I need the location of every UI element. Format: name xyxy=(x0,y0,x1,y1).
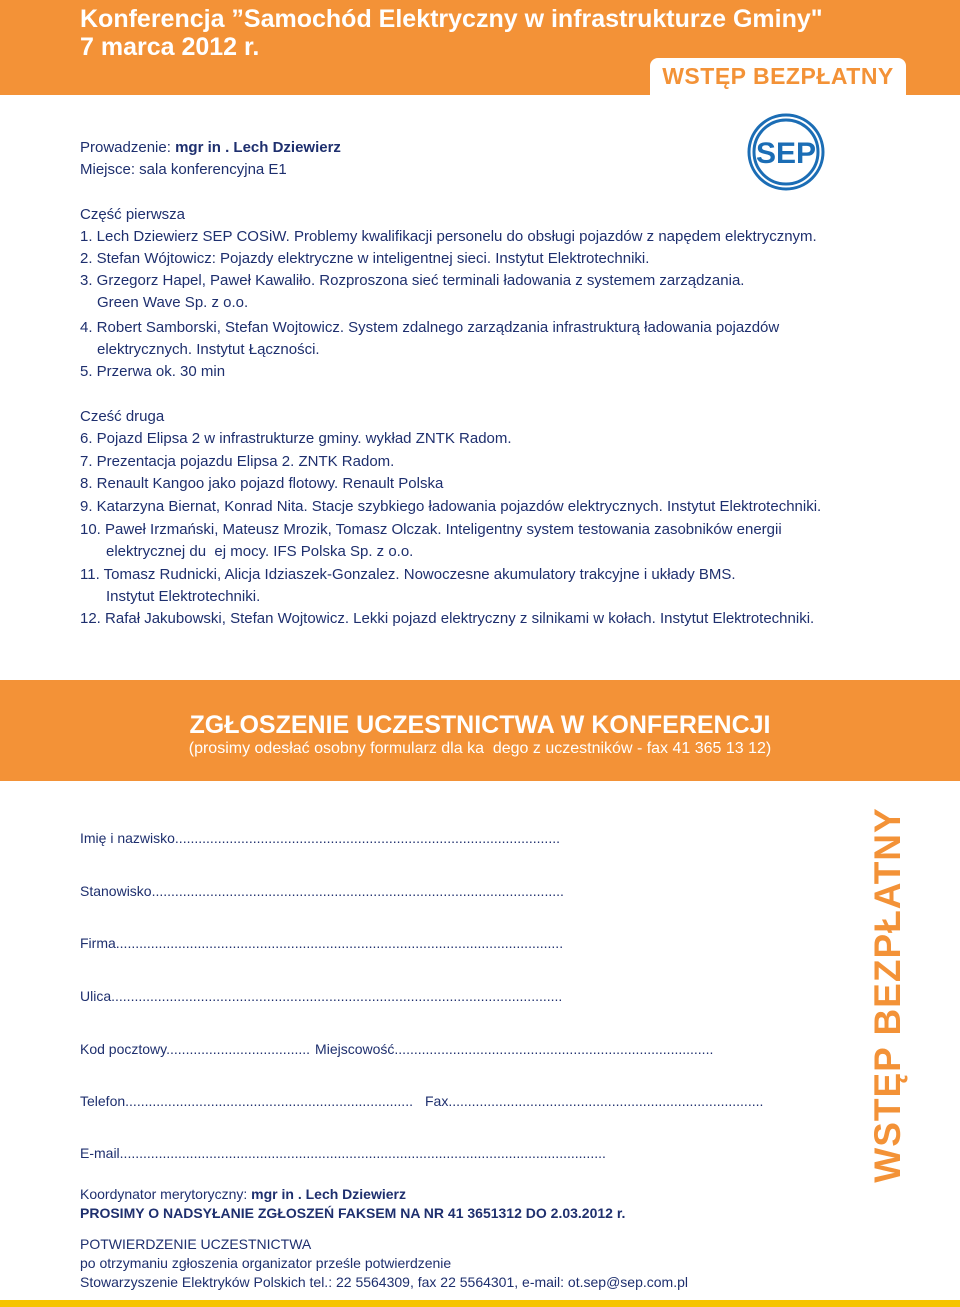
agenda-item: 6. Pojazd Elipsa 2 w infrastrukturze gminy. wykład ZNTK Radom. xyxy=(80,430,512,447)
agenda-item: 4. Robert Samborski, Stefan Wojtowicz. System zdalnego zarządzania infrastrukturą ładowania pojazdów xyxy=(80,319,780,336)
phone-fax-row xyxy=(80,1092,763,1110)
coordinator-label: Koordynator merytoryczny: xyxy=(80,1186,252,1202)
registration-banner xyxy=(0,680,960,781)
city-field[interactable]: Miejscowość.................................................................................. xyxy=(315,1041,714,1057)
host-label: Prowadzenie: xyxy=(80,139,176,156)
company-field[interactable]: Firma................................................................................................................... xyxy=(80,935,564,951)
postal-city-row xyxy=(80,1040,713,1058)
free-entry-vertical-label: WSTĘP BEZPŁATNY xyxy=(867,807,908,1183)
agenda-item: 3. Grzegorz Hapel, Paweł Kawaliło. Rozproszona sieć terminali ładowania z systemem zarządzania. xyxy=(80,272,745,289)
street-field[interactable]: Ulica.................................................................................................................... xyxy=(80,988,563,1004)
agenda-item: 8. Renault Kangoo jako pojazd flotowy. Renault Polska xyxy=(80,475,444,492)
agenda-item: 2. Stefan Wójtowicz: Pojazdy elektryczne w inteligentnej sieci. Instytut Elektrotechniki. xyxy=(80,250,650,267)
phone-field[interactable]: Telefon.......................................................................... xyxy=(80,1093,413,1109)
host-line xyxy=(80,138,341,158)
registration-subtitle: (prosimy odesłać osobny formularz dla ka dego z uczestników - fax 41 365 13 12) xyxy=(188,740,772,757)
agenda-item-continuation: Instytut Elektrotechniki. xyxy=(106,588,261,605)
agenda-item: 10. Paweł Irzmański, Mateusz Mrozik, Tomasz Olczak. Inteligentny system testowania zasobników energii xyxy=(80,521,782,538)
agenda-item: 5. Przerwa ok. 30 min xyxy=(80,363,226,380)
free-entry-vertical xyxy=(858,807,918,1183)
free-entry-label: WSTĘP BEZPŁATNY xyxy=(662,63,894,89)
agenda-item: 11. Tomasz Rudnicki, Alicja Idziaszek-Gonzalez. Nowoczesne akumulatory trakcyjne i układy BMS. xyxy=(80,566,736,583)
coordinator-name: mgr in . Lech Dziewierz xyxy=(251,1186,406,1202)
agenda-item: 9. Katarzyna Biernat, Konrad Nita. Stacje szybkiego ładowania pojazdów elektrycznych. Instytut Elektrotechniki. xyxy=(80,498,822,515)
venue: Miejsce: sala konferencyjna E1 xyxy=(80,161,287,178)
part-one-title: Część pierwsza xyxy=(80,206,186,223)
contact-line: Stowarzyszenie Elektryków Polskich tel.: 22 5564309, fax 22 5564301, e-mail: ot.sep@sep.com.pl xyxy=(80,1274,688,1290)
agenda-item-continuation: Green Wave Sp. z o.o. xyxy=(97,294,249,311)
conference-title-line1: Konferencja ”Samochód Elektryczny w infrastrukturze Gminy" xyxy=(80,5,823,33)
coordinator-line xyxy=(80,1185,406,1203)
agenda-item: 12. Rafał Jakubowski, Stefan Wojtowicz. Lekki pojazd elektryczny z silnikami w kołach. Instytut Elektrotechniki. xyxy=(80,610,815,627)
name-field[interactable]: Imię i nazwisko................................................................................................... xyxy=(80,830,560,846)
sep-logo-text: SEP xyxy=(755,137,817,170)
sep-logo xyxy=(747,113,825,191)
host-name: mgr in . Lech Dziewierz xyxy=(175,139,341,156)
part-two-title: Cześć druga xyxy=(80,408,165,425)
bottom-strip xyxy=(0,1300,960,1307)
agenda-item: 7. Prezentacja pojazdu Elipsa 2. ZNTK Radom. xyxy=(80,453,395,470)
conference-date: 7 marca 2012 r. xyxy=(80,33,260,61)
agenda-item-continuation: elektrycznych. Instytut Łączności. xyxy=(97,341,320,358)
conference-title xyxy=(80,5,880,61)
confirmation-title: POTWIERDZENIE UCZESTNICTWA xyxy=(80,1236,312,1252)
postal-code-field[interactable]: Kod pocztowy..................................... xyxy=(80,1041,311,1057)
free-entry-tab xyxy=(650,58,906,96)
deadline-notice: PROSIMY O NADSYŁANIE ZGŁOSZEŃ FAKSEM NA NR 41 3651312 DO 2.03.2012 r. xyxy=(80,1205,626,1221)
email-field[interactable]: E-mail............................................................................................................................. xyxy=(80,1145,606,1161)
fax-field[interactable]: Fax................................................................................. xyxy=(424,1093,764,1109)
agenda-item: 1. Lech Dziewierz SEP COSiW. Problemy kwalifikacji personelu do obsługi pojazdów z napędem elektrycznym. xyxy=(80,228,817,245)
agenda-item-continuation: elektrycznej du ej mocy. IFS Polska Sp. z o.o. xyxy=(106,543,414,560)
registration-title: ZGŁOSZENIE UCZESTNICTWA W KONFERENCJI xyxy=(189,711,771,739)
position-field[interactable]: Stanowisko.......................................................................................................... xyxy=(80,883,564,899)
confirmation-line: po otrzymaniu zgłoszenia organizator prześle potwierdzenie xyxy=(80,1255,452,1271)
